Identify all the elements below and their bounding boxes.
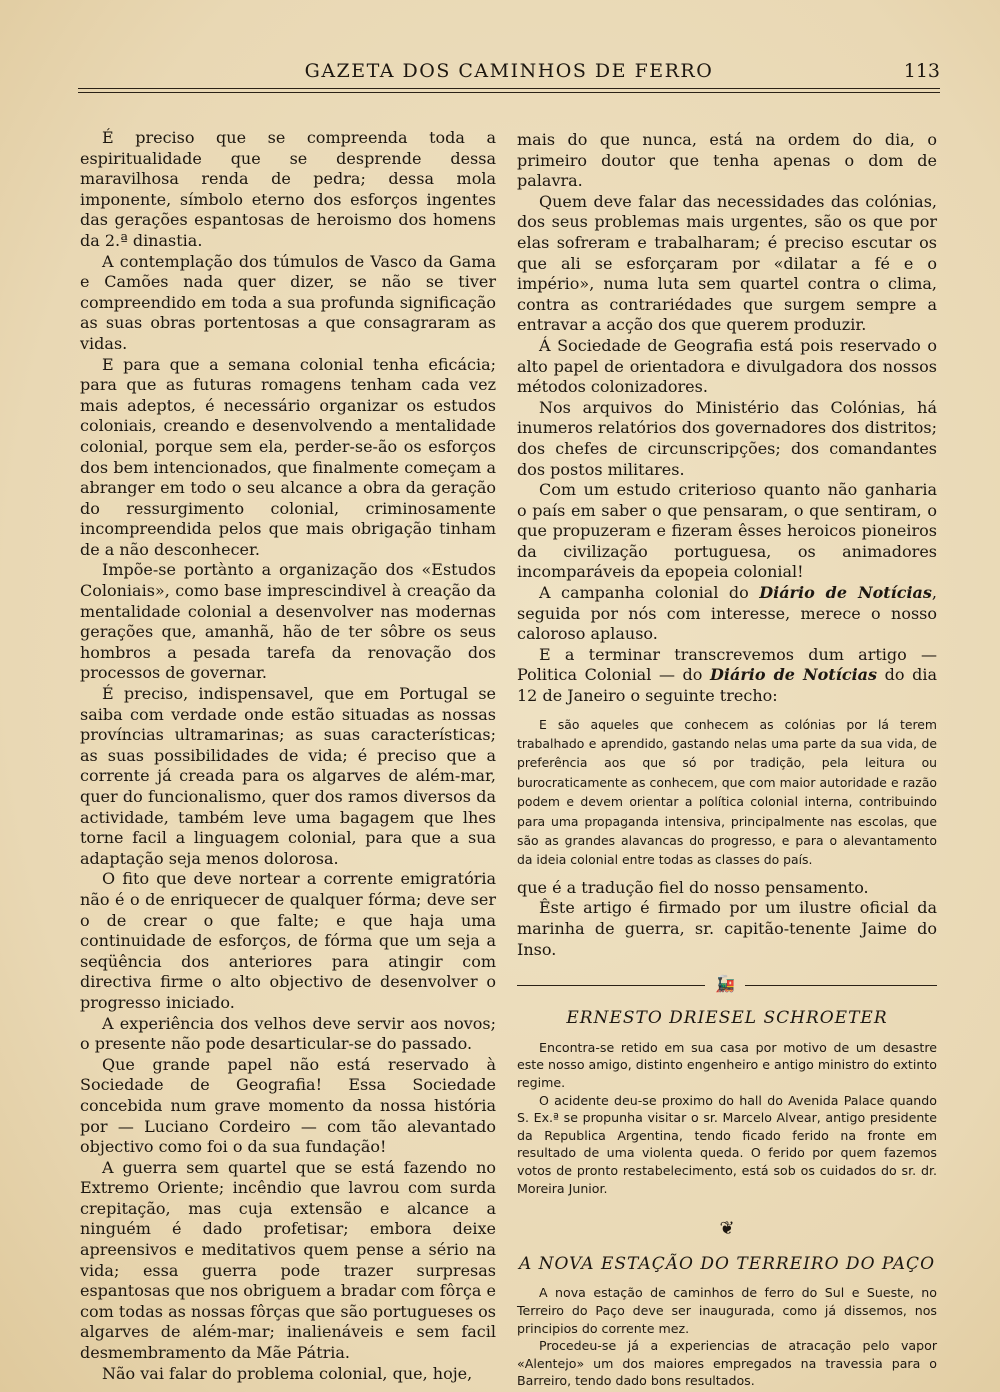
paragraph: A nova estação de caminhos de ferro do Sul e Sueste, no Terreiro do Paço deve ser inaugurada, como já dissemos, nos principios do corrente mez. [517, 1285, 937, 1336]
text: E a terminar transcrevemos dum artigo — Politica Colonial — do [517, 644, 937, 685]
paragraph: A guerra sem quartel que se está fazendo no Extremo Oriente; incêndio que lavrou com surda crepitação, mas cuja extensão e alcance a ninguém é dado profetisar; embora deixe apreensivos e meditativos quem pense a sério na vida; essa guerra pode trazer surpresas espantosas que nos obriguem a bradar com fôrça e com todas as nossas fôrças que são portugueses os algarves de além-mar; inalienáveis e sem facil desmembramento da Mãe Pátria. [80, 1157, 496, 1363]
paragraph: Que grande papel não está reservado à Sociedade de Geografia! Essa Sociedade concebida num grave momento da nossa história por — Luciano Cordeiro — com tão alevantado objectivo como foi o da sua fundação! [80, 1054, 496, 1157]
publication-title: GAZETA DOS CAMINHOS DE FERRO [304, 60, 714, 82]
paragraph: A contemplação dos túmulos de Vasco da Gama e Camões nada quer dizer, se não se tiver compreendido em toda a sua profunda significação as suas obras portentosas a que consagraram as vidas. [80, 251, 496, 353]
text: do dia 12 de Janeiro o seguinte trecho: [517, 665, 937, 706]
section-body-station [517, 1284, 937, 1390]
train-ornament-icon: 🚂 [705, 974, 745, 994]
continuation-paragraph: mais do que nunca, está na ordem do dia, o primeiro doutor que tenha apenas o dom de palavra. [517, 130, 937, 191]
section-title-schroeter: ERNESTO DRIESEL SCHROETER [566, 1008, 888, 1029]
fleuron-icon: ❦ [719, 1218, 735, 1240]
section-title-station: A NOVA ESTAÇÃO DO TERREIRO DO PAÇO [518, 1253, 936, 1274]
campaign-paragraph [517, 583, 937, 645]
paragraph: Não vai falar do problema colonial, que, hoje, [102, 1363, 473, 1383]
newspaper-name: Diário de Notícias [759, 583, 932, 603]
text: , seguida por nós com interesse, merece o nosso caloroso aplauso. [517, 583, 938, 644]
header-rule-lower [78, 92, 940, 93]
newspaper-name: Diário de Notícias [710, 665, 878, 685]
text: A campanha colonial do [539, 583, 760, 603]
paragraph: Com um estudo criterioso quanto não ganharia o país em saber o que pensaram, o que sentiram, o que propuzeram e fizeram êsses heroicos pioneiros da civilização portuguesa, os animadores incomparáveis da epopeia colonial! [517, 480, 937, 582]
paragraph: O fito que deve nortear a corrente emigratória não é o de enriquecer de qualquer fórma; deve ser o de crear o que falte; e que haja uma continuidade de esforços, de fórma que um seja a seqüência dos anteriores para atingir com directiva firme o alto objectivo de desenvolver o progresso iniciado. [80, 869, 496, 1012]
paragraph: A experiência dos velhos deve servir aos novos; o presente não pode desarticular-se do passado. [80, 1013, 496, 1054]
left-column [80, 128, 496, 1384]
page-number: 113 [903, 60, 940, 82]
paragraph: E para que a semana colonial tenha eficácia; para que as futuras romagens tenham cada vez mais adeptos, é necessário organizar os estudos coloniais, creando e desenvolvendo a mentalidade colonial, porque sem ela, perder-se-ão os esforços dos bem intencionados, que finalmente começam a abranger em todo o seu alcance a obra da geração do ressurgimento colonial, criminosamente incompreendida pelos que mais obrigação tinham de a não desconhecer. [80, 354, 496, 559]
section-body-schroeter [517, 1039, 937, 1197]
paragraph: que é a tradução fiel do nosso pensamento. [517, 877, 869, 897]
quoted-excerpt: E são aqueles que conhecem as colónias por lá terem trabalhado e aprendido, gastando nelas uma parte da sua vida, de preferência aos que só por tradição, pela leitura ou burocraticamente as conhecem, que com maior autoridade e razão podem e devem orientar a política colonial interna, contribuindo para uma propaganda intensiva, principalmente nas escolas, que são as grandes alavancas do progresso, e para o alevantamento da ideia colonial entre todas as classes do país. [517, 716, 937, 868]
paragraph: Procedeu-se já a experiencias de atracação pelo vapor «Alentejo» um dos maiores empregados na travessia para o Barreiro, tendo dado bons resultados. [517, 1338, 937, 1389]
signature-paragraph: Êste artigo é firmado por um ilustre oficial da marinha de guerra, sr. capitão-tenente Jaime do Inso. [517, 898, 937, 959]
paragraph: É preciso que se compreenda toda a espiritualidade que se desprende dessa maravilhosa renda de pedra; dessa mola imponente, símbolo eterno dos esforços ingentes das gerações espantosas de heroismo dos homens da 2.ª dinastia. [80, 128, 496, 250]
paragraph: É preciso, indispensavel, que em Portugal se saiba com verdade onde estão situadas as nossas províncias ultramarinas; as suas características; as suas possibilidades de vida; é preciso que a corrente já creada para os algarves de além-mar, quer do funcionalismo, quer dos ramos diversos da actividade, também leve uma bagagem que lhes torne facil a linguagem colonial, para que a sua adaptação seja menos dolorosa. [80, 684, 496, 868]
paragraph: Á Sociedade de Geografia está pois reservado o alto papel de orientadora e divulgadora dos nossos métodos colonizadores. [517, 335, 937, 397]
paragraph: Impõe-se portànto a organização dos «Estudos Coloniais», como base imprescindivel à creação da mentalidade colonial a desenvolver nas modernas gerações que, amanhã, hão de ter sôbre os seus hombros a pesada tarefa da renovação dos processos de governar. [80, 560, 496, 683]
paragraph: Nos arquivos do Ministério das Colónias, há inumeros relatórios dos governadores dos distritos; dos chefes de circunscripções; dos comandantes dos postos militares. [517, 397, 937, 479]
paragraph: O acidente deu-se proximo do hall do Avenida Palace quando S. Ex.ª se propunha visitar o sr. Marcelo Alvear, antigo presidente da Republica Argentina, tendo ficado ferido na fronte em resultado de uma violenta queda. O ferido por quem fazemos votos de pronto restabelecimento, está sob os cuidados do sr. dr. Moreira Junior. [517, 1092, 937, 1196]
header-rule [78, 88, 940, 89]
right-column [517, 130, 937, 1390]
section-divider [517, 970, 937, 1000]
page-header [78, 60, 940, 96]
paragraph: Encontra-se retido em sua casa por motivo de um desastre este nosso amigo, distinto engenheiro e antigo ministro do extinto regime. [517, 1039, 937, 1091]
paragraph: Quem deve falar das necessidades das colónias, dos seus problemas mais urgentes, são os que por elas sofreram e trabalharam; é preciso escutar os que ali se esforçaram por «dilatar a fé e o império», numa luta sem quartel contra o clima, contra as contrariédades que surgem sempre a entravar a acção dos que querem produzir. [517, 191, 937, 335]
transcribe-paragraph [517, 645, 937, 707]
